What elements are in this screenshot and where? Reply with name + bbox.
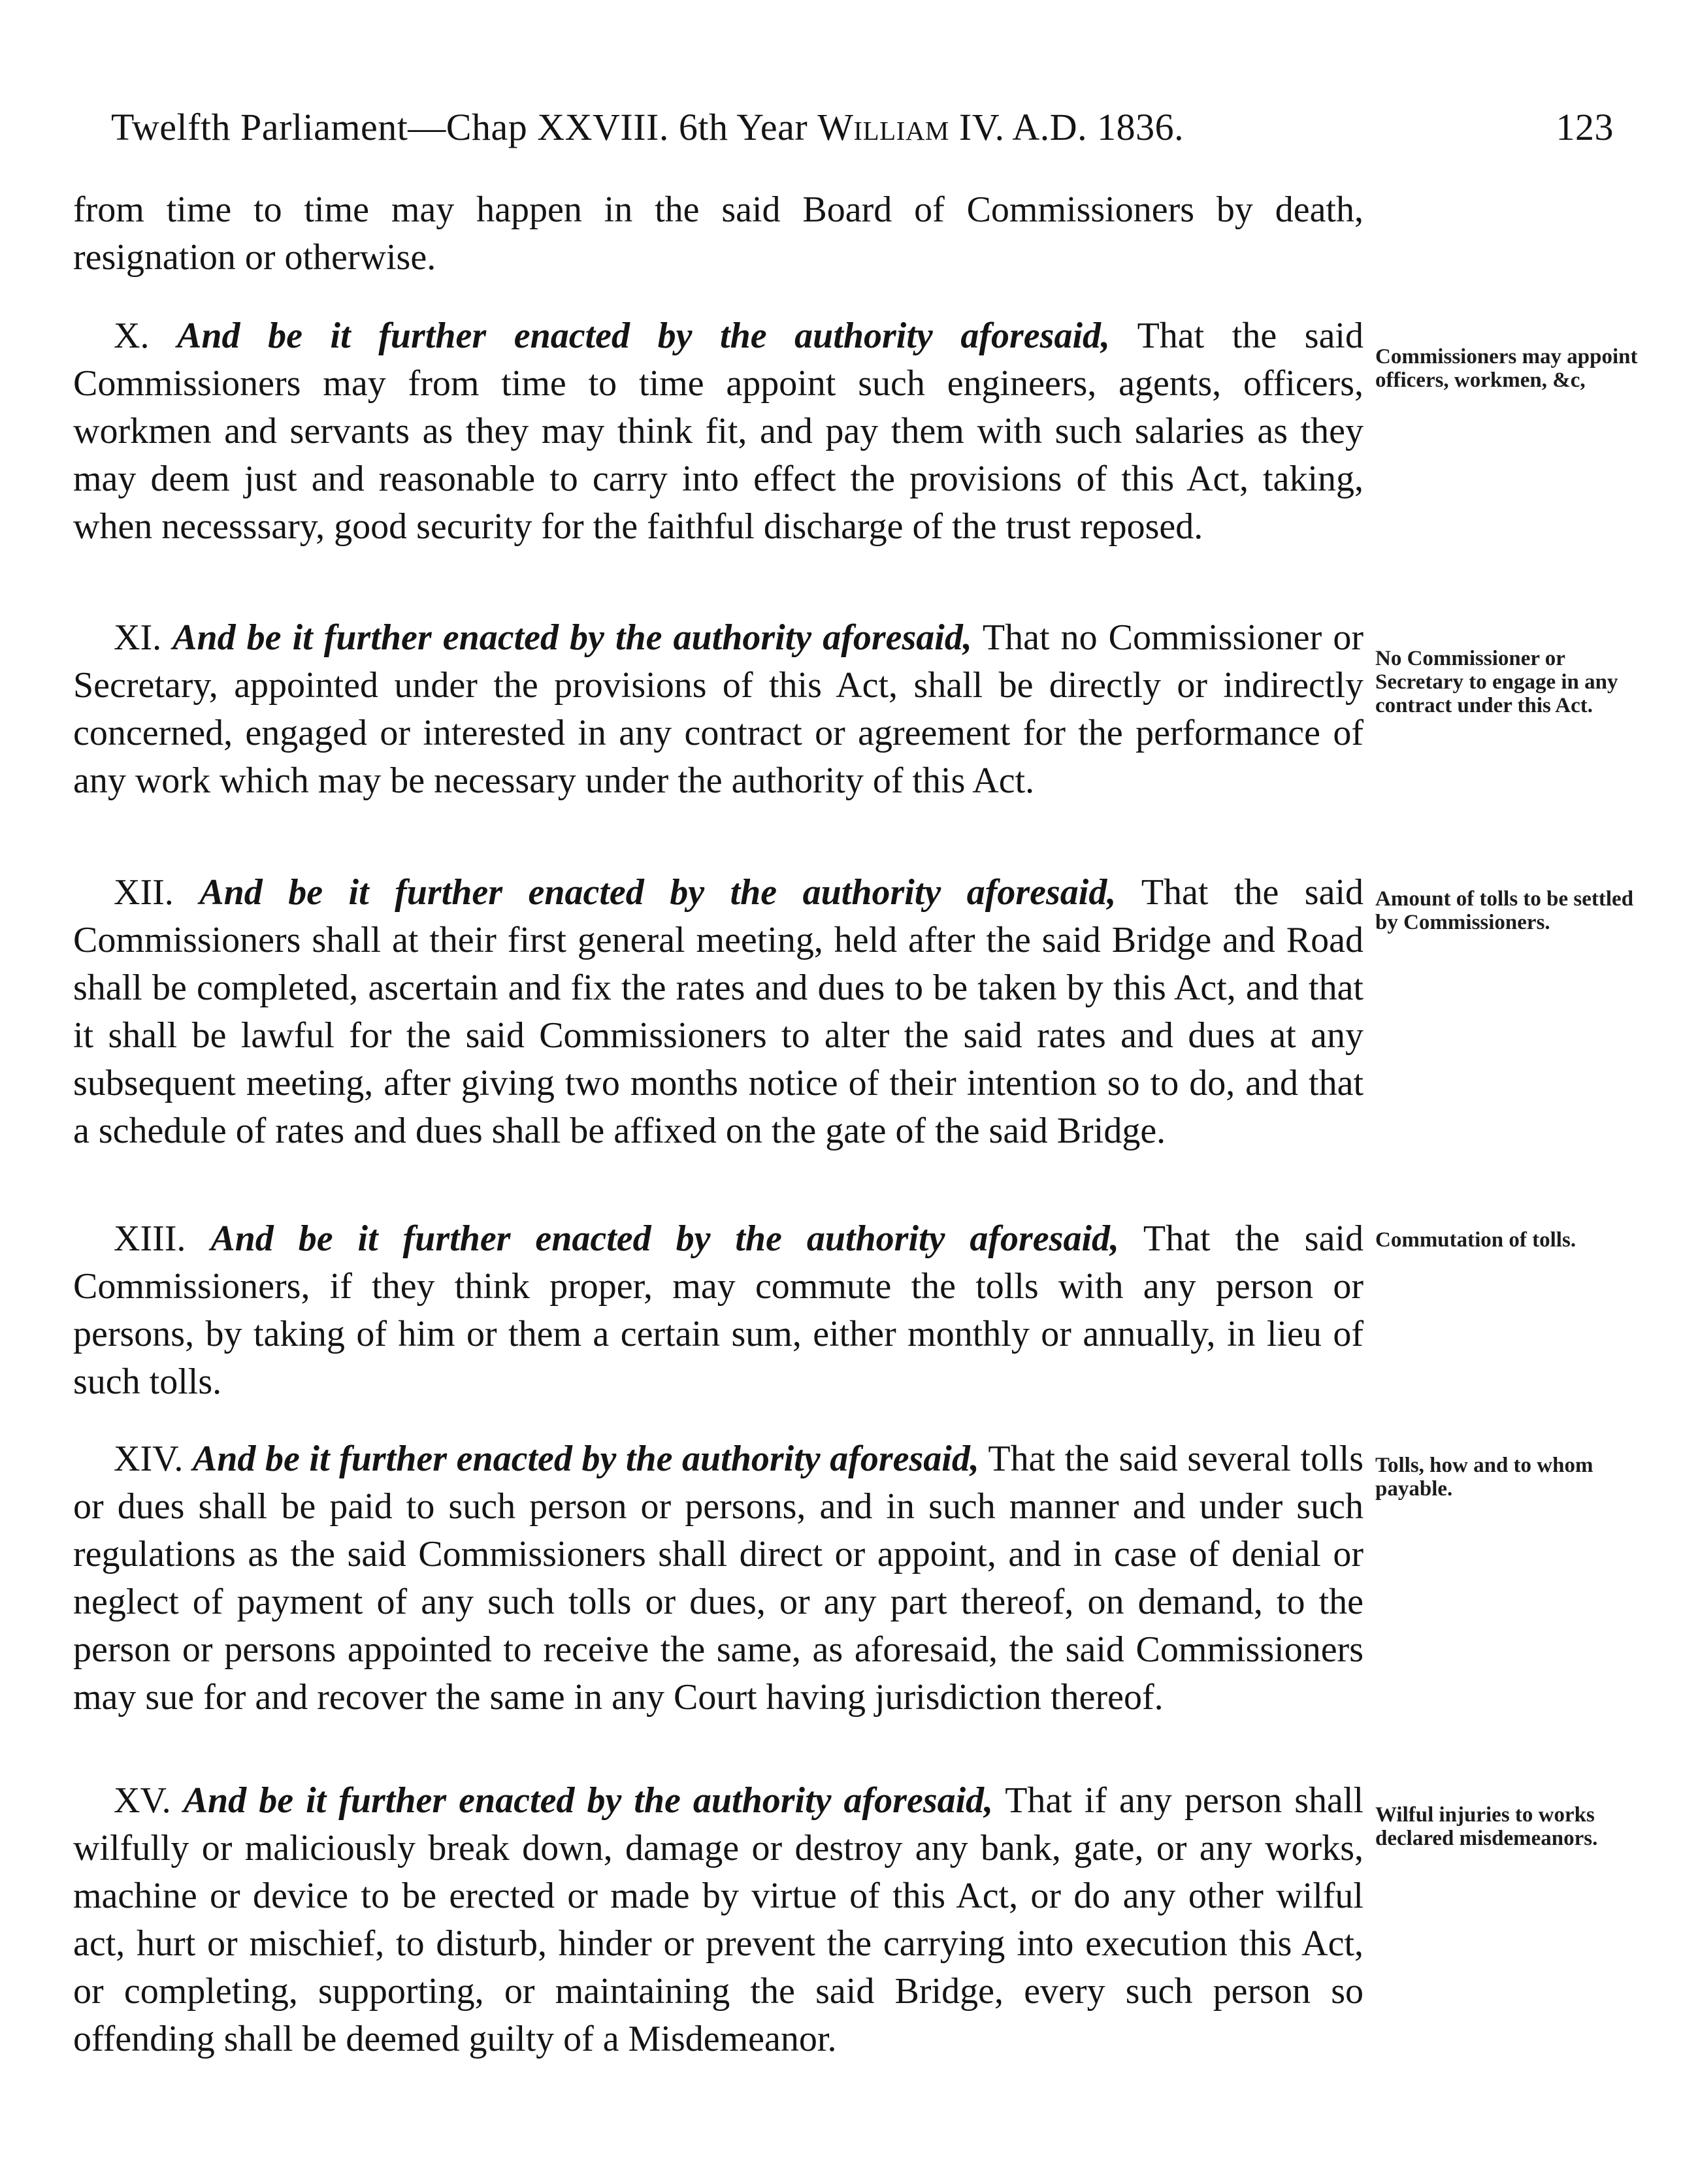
enacting-clause: And be it further enacted by the authority aforesaid, xyxy=(172,617,972,658)
header-title-smallcaps: William xyxy=(817,106,949,148)
marginal-note-xiii: Commutation of tolls. xyxy=(1375,1228,1576,1252)
section-xii xyxy=(73,869,1363,1155)
marginal-note-xi: No Commissioner or Secretary to engage in any contract under this Act. xyxy=(1375,647,1618,717)
header-title xyxy=(111,105,1184,150)
section-x xyxy=(73,312,1363,551)
section-number: XIII. xyxy=(114,1218,186,1259)
section-xi xyxy=(73,614,1363,805)
section-number: XI. xyxy=(114,617,162,658)
marginal-note-x: Commissioners may appoint officers, workmen, &c, xyxy=(1375,345,1638,392)
marginal-note-xiv: Tolls, how and to whom payable. xyxy=(1375,1454,1593,1501)
section-text: That the said several tolls or dues shall be paid to such person or persons, and in such manner and under such regulations as the said Commissioners shall direct or appoint, and in case of denial or neglect of payment of any such tolls or dues, or any part thereof, on demand, to the person or persons appointed to receive the same, as aforesaid, the said Commissioners may sue for and recover the same in any Court having jurisdiction thereof. xyxy=(73,1439,1363,1718)
section-text: That if any person shall wilfully or maliciously break down, damage or destroy any bank, gate, or any works, machine or device to be erected or made by virtue of this Act, or do any other wilful act, hurt or mischief, to disturb, hinder or prevent the carrying into execution this Act, or completing, supporting, or maintaining the said Bridge, every such person so offending shall be deemed guilty of a Misdemeanor. xyxy=(73,1780,1363,2059)
section-xii-paragraph xyxy=(73,869,1363,1155)
header-title-suffix: IV. A.D. 1836. xyxy=(949,106,1184,148)
section-xi-paragraph xyxy=(73,614,1363,805)
enacting-clause: And be it further enacted by the authority aforesaid, xyxy=(199,872,1117,913)
section-xiv-paragraph xyxy=(73,1435,1363,1721)
marginal-note-xv: Wilful injuries to works declared misdemeanors. xyxy=(1375,1803,1598,1850)
section-text: That the said Commissioners shall at their first general meeting, held after the said Bridge and Road shall be completed, ascertain and fix the rates and dues to be taken by this Act, and that it shall be lawful for the said Commissioners to alter the said rates and dues at any subsequent meeting, after giving two months notice of their intention so to do, and that a schedule of rates and dues shall be affixed on the gate of the said Bridge. xyxy=(73,872,1364,1151)
section-x-paragraph xyxy=(73,312,1363,551)
section-xiii xyxy=(73,1215,1363,1406)
header-title-prefix: Twelfth Parliament—Chap XXVIII. 6th Year xyxy=(111,106,818,148)
continuation-paragraph xyxy=(73,186,1363,282)
marginal-note-xii: Amount of tolls to be settled by Commissioners. xyxy=(1375,887,1634,934)
section-xiv xyxy=(73,1435,1363,1721)
enacting-clause: And be it further enacted by the authority aforesaid, xyxy=(192,1439,979,1479)
section-text: That the said Commissioners, if they think proper, may commute the tolls with any person or persons, by taking of him or them a certain sum, either monthly or annually, in lieu of such tolls. xyxy=(73,1218,1363,1402)
section-number: XII. xyxy=(114,872,174,913)
section-number: XV. xyxy=(114,1780,171,1821)
section-xv-paragraph xyxy=(73,1777,1363,2063)
enacting-clause: And be it further enacted by the authority aforesaid, xyxy=(183,1780,994,1821)
section-text: That no Commissioner or Secretary, appointed under the provisions of this Act, shall be directly or indirectly concerned, engaged or interested in any contract or agreement for the performance of any work which may be necessary under the authority of this Act. xyxy=(73,617,1363,801)
section-number: XIV. xyxy=(114,1439,184,1479)
continuation-text: from time to time may happen in the said Board of Commissioners by death, resignation or otherwise. xyxy=(73,189,1363,278)
section-number: X. xyxy=(114,316,150,356)
section-text: That the said Commissioners may from time to time appoint such engineers, agents, officers, workmen and servants as they may think fit, and pay them with such salaries as they may deem just and reasonable to carry into effect the provisions of this Act, taking, when necesssary, good security for the faithful discharge of the trust reposed. xyxy=(73,316,1363,547)
page-number: 123 xyxy=(1556,106,1614,148)
enacting-clause: And be it further enacted by the authority aforesaid, xyxy=(210,1218,1119,1259)
section-xiii-paragraph xyxy=(73,1215,1363,1406)
section-xv xyxy=(73,1777,1363,2063)
enacting-clause: And be it further enacted by the authority aforesaid, xyxy=(177,316,1111,356)
